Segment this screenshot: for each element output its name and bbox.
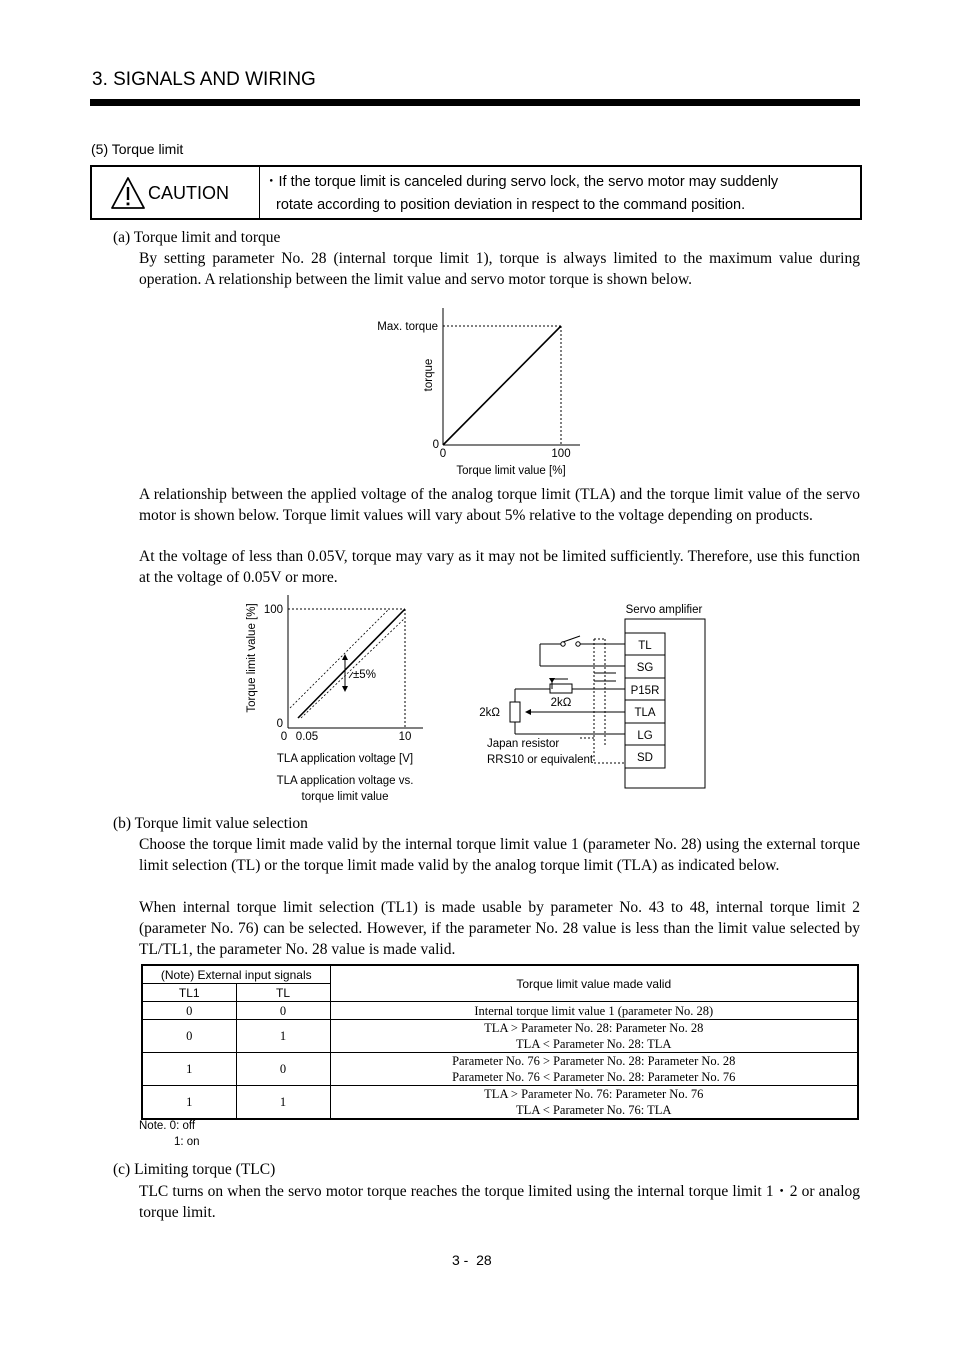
tla-chart-caption-line-2: torque limit value (301, 791, 389, 803)
servo-amplifier-label: Servo amplifier (625, 604, 703, 616)
tla-chart-y-tick-100: 100 (263, 604, 283, 616)
tla-chart-y-tick-0: 0 (276, 718, 283, 730)
table-cell-result-line: TLA < Parameter No. 28: TLA (516, 1037, 672, 1051)
tla-chart-tolerance-label: ±5% (353, 669, 376, 681)
table-cell-result-line: Parameter No. 76 > Parameter No. 28: Parameter No. 28 (452, 1054, 736, 1068)
table-group-header: (Note) External input signals (142, 965, 330, 984)
part-a-paragraph-3: At the voltage of less than 0.05V, torque may vary as it may not be limited sufficiently. Therefore, use this function at the voltage of 0.05V or more. (139, 548, 860, 586)
table-col-tl1: TL1 (142, 984, 236, 1002)
pot-label: 2kΩ (479, 707, 500, 719)
table-result-header: Torque limit value made valid (330, 965, 858, 1002)
tla-chart-upper-tolerance (290, 609, 389, 708)
table-cell-tl: 0 (236, 1002, 330, 1020)
resistor-note-line-2: RRS10 or equivalent (487, 754, 594, 766)
table-note-2: 1: on (174, 1136, 200, 1148)
table-cell-result-line: TLA > Parameter No. 76: Parameter No. 76 (484, 1087, 704, 1101)
warning-icon (110, 176, 146, 210)
caution-line-2: rotate according to position deviation in respect to the command position. (276, 197, 746, 213)
tla-chart-x-tick-10: 10 (398, 731, 412, 743)
shield-line-outer (594, 639, 625, 763)
resistor-2k (550, 684, 572, 693)
tla-chart-series-line (298, 609, 405, 718)
table-cell-result (330, 1020, 858, 1053)
torque-chart-x-tick-100: 100 (551, 448, 571, 460)
torque-chart-series-line (443, 326, 561, 445)
resistor-label: 2kΩ (550, 697, 572, 709)
torque-chart-x-tick-0: 0 (439, 448, 447, 460)
torque-chart-x-label: Torque limit value [%] (456, 465, 566, 477)
part-a-paragraph-1: By setting parameter No. 28 (internal torque limit 1), torque is always limited to the maximum value during operation. A relationship between the limit value and servo motor torque is shown below. (139, 250, 860, 288)
torque-chart (360, 300, 600, 485)
table-row (142, 1020, 858, 1053)
caution-bullet: ・ (264, 174, 279, 190)
caution-line-1: If the torque limit is canceled during servo lock, the servo motor may suddenly (278, 174, 779, 190)
table-cell-tl: 1 (236, 1020, 330, 1053)
terminal-sd: SD (637, 752, 653, 764)
torque-chart-y-label: torque (423, 358, 435, 392)
table-cell-result-line: Parameter No. 76 < Parameter No. 28: Parameter No. 76 (452, 1070, 736, 1084)
table-row (142, 1053, 858, 1086)
section-title: (5) Torque limit (91, 141, 184, 157)
table-row (142, 1086, 858, 1120)
switch-lever (563, 636, 580, 642)
table-cell-result (330, 1002, 858, 1020)
part-a-paragraph-2: A relationship between the applied voltage of the analog torque limit (TLA) and the torque limit value of the servo motor is shown below. Torque limit values will vary about 5% relative to the voltage depending on products. (139, 486, 860, 524)
tla-chart-arrow-up (342, 654, 348, 660)
part-a-heading: (a) Torque limit and torque (113, 229, 281, 246)
part-c-paragraph: TLC turns on when the servo motor torque reaches the torque limited using the internal torque limit 1・2 or analog torque limit. (139, 1183, 860, 1221)
chapter-title: 3. SIGNALS AND WIRING (92, 69, 316, 90)
table-cell-result (330, 1086, 858, 1120)
torque-limit-table (141, 964, 859, 1120)
table-row (142, 1002, 858, 1020)
switch-contact-right (576, 642, 580, 646)
part-c-heading: (c) Limiting torque (TLC) (113, 1161, 276, 1178)
wiring-diagram (470, 595, 720, 795)
table-cell-tl1: 1 (142, 1053, 236, 1086)
part-b-paragraph-2: When internal torque limit selection (TL1) is made usable by parameter No. 43 to 48, internal torque limit 2 (parameter No. 76) can be selected. However, if the parameter No. 28 value is less than the limit value selected by TL/TL1, the parameter No. 28 value is made valid. (139, 899, 860, 958)
table-col-tl: TL (236, 984, 330, 1002)
tla-chart-y-label: Torque limit value [%] (246, 603, 258, 713)
potentiometer (510, 702, 520, 722)
torque-chart-y-tick-0: 0 (432, 439, 439, 451)
tla-chart-arrow-down (342, 686, 348, 692)
terminal-sg: SG (636, 662, 654, 674)
torque-chart-max-label: Max. torque (377, 321, 438, 333)
table-cell-tl: 1 (236, 1086, 330, 1120)
table-cell-result-line: TLA > Parameter No. 28: Parameter No. 28 (484, 1021, 704, 1035)
caution-box (90, 165, 862, 220)
caution-text (264, 171, 850, 217)
tla-chart-x-tick-0: 0 (280, 731, 288, 743)
pot-wiper-arrow (525, 709, 531, 715)
part-b-heading: (b) Torque limit value selection (113, 815, 308, 832)
table-cell-result (330, 1053, 858, 1086)
tla-chart (235, 590, 445, 805)
table-cell-result-line: Internal torque limit value 1 (parameter No. 28) (474, 1003, 714, 1018)
table-cell-tl1: 0 (142, 1002, 236, 1020)
resistor-wiper-arrow (549, 678, 555, 683)
tla-chart-x-tick-005: 0.05 (295, 731, 319, 743)
terminal-tla: TLA (634, 707, 656, 719)
part-b-paragraph-1: Choose the torque limit made valid by the internal torque limit value 1 (parameter No. 28) using the external torque limit selection (TL) or the torque limit made valid by the analog torque limit (TLA) as indicated below. (139, 836, 860, 874)
switch-contact-left (561, 642, 565, 646)
page-number: 3 - 28 (452, 1252, 492, 1268)
tla-chart-caption-line-1: TLA application voltage vs. (276, 775, 414, 787)
terminal-p15r: P15R (630, 685, 660, 697)
table-cell-tl: 0 (236, 1053, 330, 1086)
caution-label: CAUTION (148, 183, 229, 203)
table-cell-tl1: 1 (142, 1086, 236, 1120)
resistor-note-line-1: Japan resistor (487, 738, 560, 750)
tla-chart-lower-tolerance (301, 618, 405, 718)
terminal-tl: TL (638, 640, 652, 652)
table-note-1: Note. 0: off (139, 1120, 196, 1132)
header-rule (90, 99, 860, 106)
table-cell-result-line: TLA < Parameter No. 76: TLA (516, 1103, 672, 1117)
table-cell-tl1: 0 (142, 1020, 236, 1053)
caution-divider (259, 167, 260, 218)
tla-chart-x-label: TLA application voltage [V] (276, 753, 414, 765)
terminal-lg: LG (637, 730, 653, 742)
